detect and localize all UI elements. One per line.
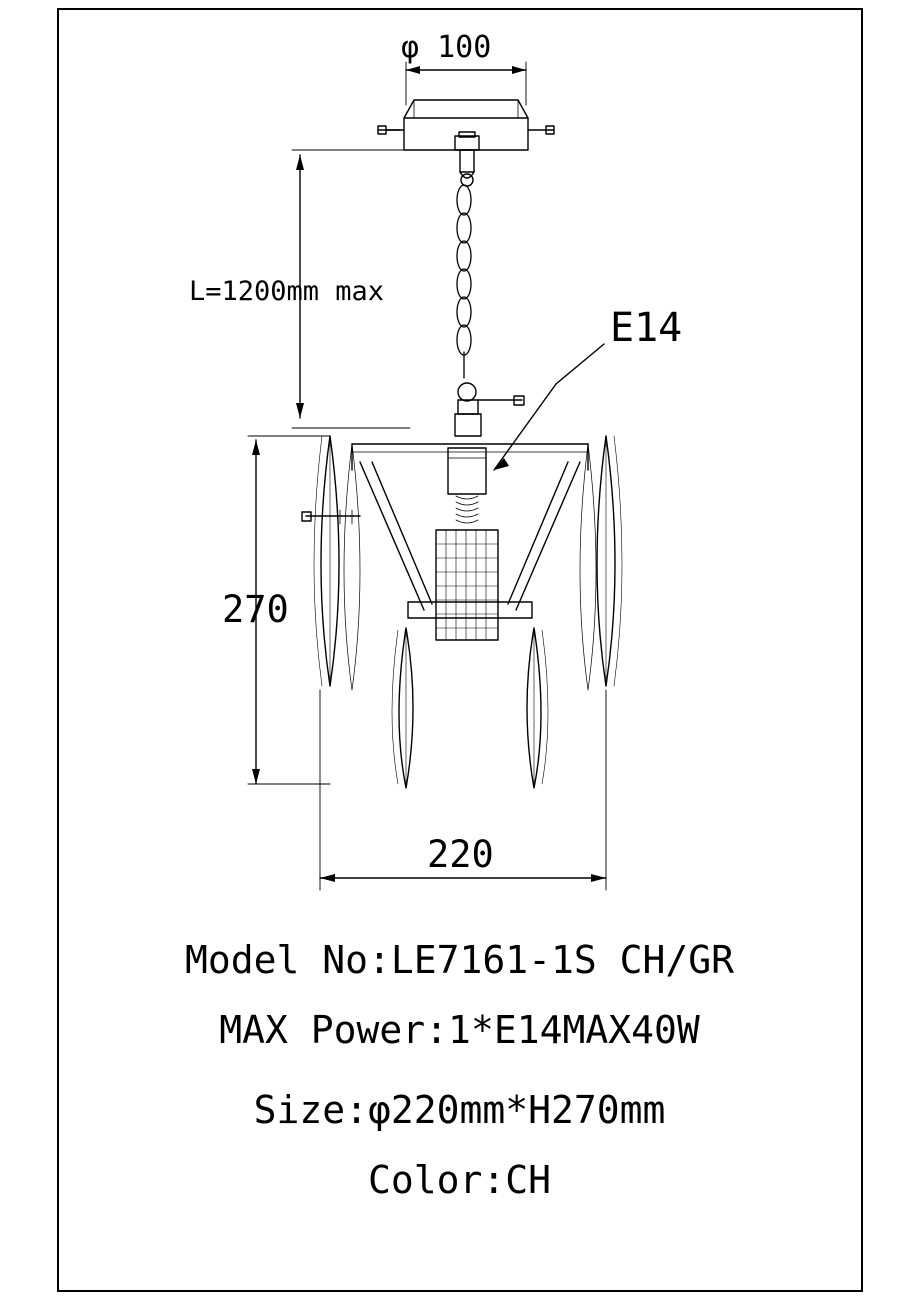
spec-power: MAX Power:1*E14MAX40W (219, 1008, 700, 1052)
callout-label-socket: E14 (610, 305, 683, 351)
spec-size: Size:φ220mm*H270mm (253, 1088, 666, 1132)
dimension-label-height: 270 (222, 588, 289, 631)
spec-color: Color:CH (367, 1158, 552, 1202)
spec-model: Model No:LE7161-1S CH/GR (184, 938, 735, 982)
dimension-label-width: 220 (427, 833, 494, 876)
dimension-label-canopy-diameter: φ 100 (401, 30, 492, 65)
dimension-label-drop-length: L=1200mm max (189, 276, 385, 307)
